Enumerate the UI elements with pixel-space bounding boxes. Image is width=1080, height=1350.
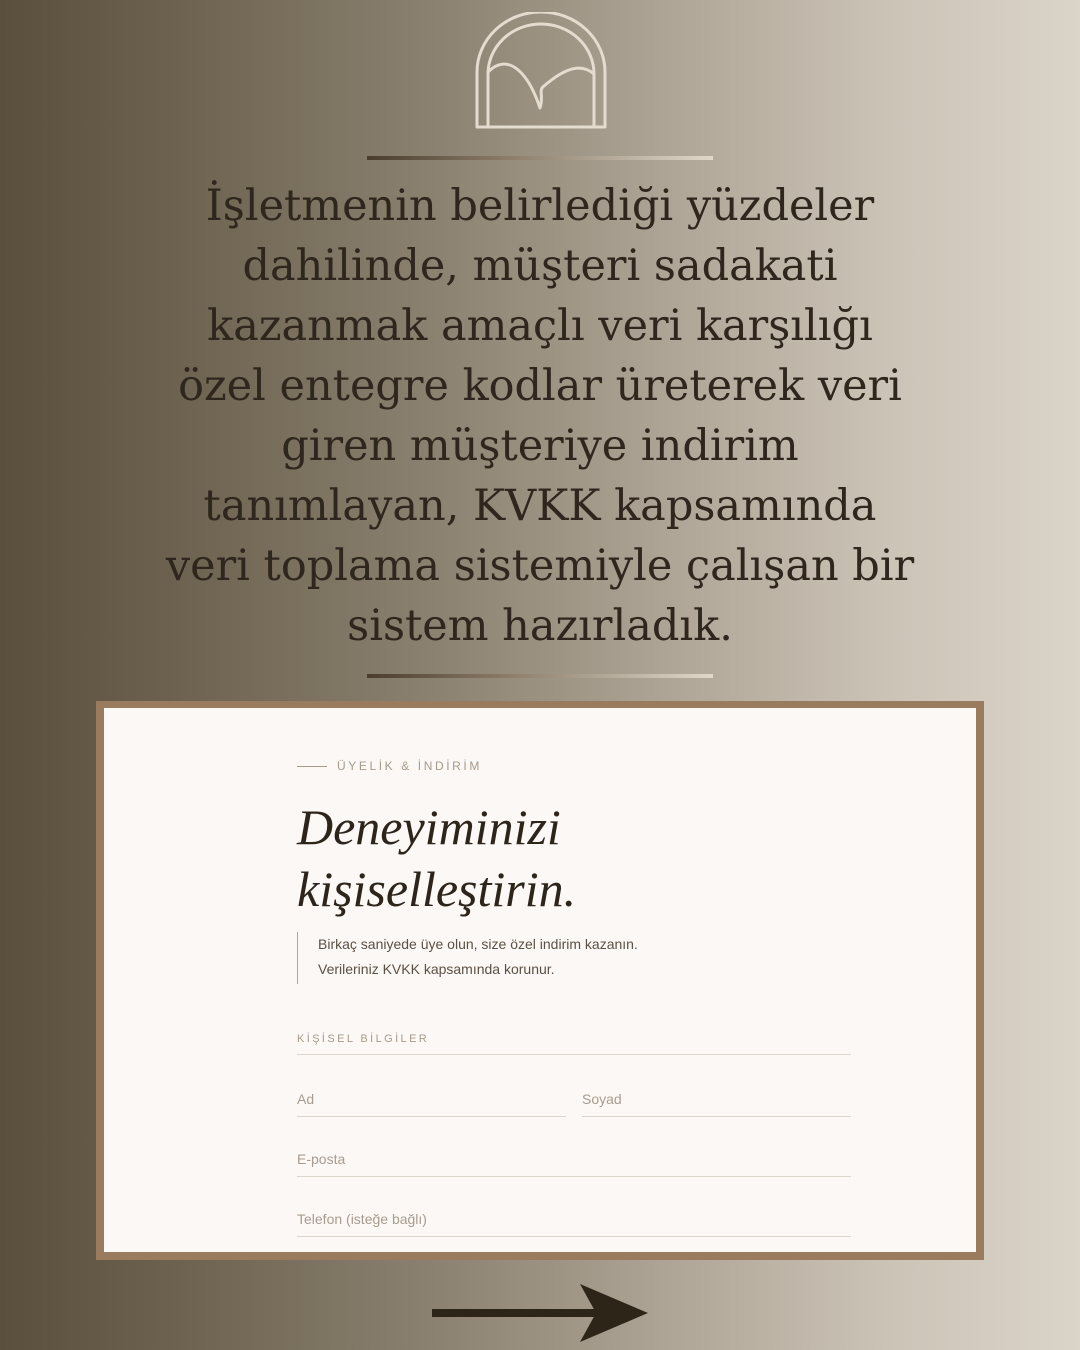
bottom-divider bbox=[367, 674, 713, 678]
last-name-field[interactable]: Soyad bbox=[582, 1091, 851, 1117]
headline-line: dahilinde, müşteri sadakati bbox=[242, 241, 838, 291]
arch-m-monogram-icon bbox=[474, 12, 608, 130]
headline-line: giren müşteriye indirim bbox=[281, 421, 799, 471]
form-title bbox=[297, 796, 737, 920]
form-description bbox=[297, 932, 638, 984]
headline-line: özel entegre kodlar üreterek veri bbox=[178, 361, 902, 411]
phone-field[interactable]: Telefon (isteğe bağlı) bbox=[297, 1211, 851, 1237]
signup-form-preview bbox=[104, 708, 976, 1252]
description-line: Verileriniz KVKK kapsamında korunur. bbox=[318, 961, 555, 977]
form-title-line: Deneyiminizi bbox=[297, 799, 561, 855]
headline-line: İşletmenin belirlediği yüzdeler bbox=[205, 181, 875, 231]
eyebrow-dash bbox=[297, 766, 327, 767]
email-field[interactable]: E-posta bbox=[297, 1151, 851, 1177]
arrow-right-icon[interactable] bbox=[430, 1282, 650, 1346]
headline-line: tanımlayan, KVKK kapsamında bbox=[203, 481, 877, 531]
headline-line: sistem hazırladık. bbox=[347, 601, 733, 651]
eyebrow-label: ÜYELİK & İNDİRİM bbox=[337, 759, 482, 773]
top-divider bbox=[367, 156, 713, 160]
intro-headline bbox=[150, 176, 930, 656]
form-eyebrow bbox=[297, 759, 482, 773]
headline-line: kazanmak amaçlı veri karşılığı bbox=[207, 301, 873, 351]
first-name-field[interactable]: Ad bbox=[297, 1091, 566, 1117]
headline-line: veri toplama sistemiyle çalışan bir bbox=[165, 541, 915, 591]
personal-info-section-label: KİŞİSEL BİLGİLER bbox=[297, 1033, 851, 1055]
form-title-line: kişiselleştirin. bbox=[297, 861, 577, 917]
description-line: Birkaç saniyede üye olun, size özel indirim kazanın. bbox=[318, 936, 638, 952]
